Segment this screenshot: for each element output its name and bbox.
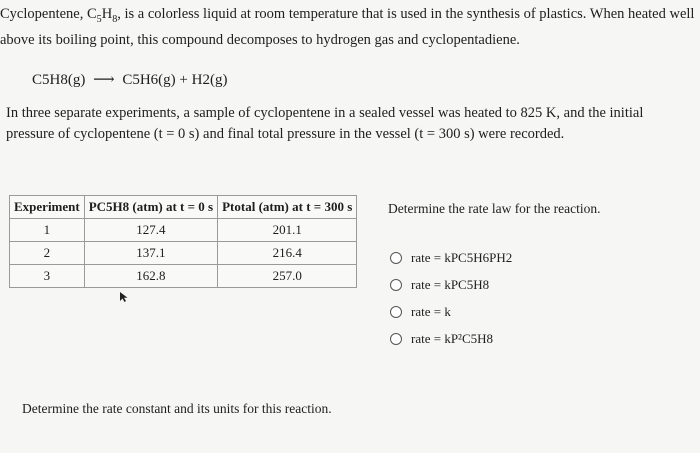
experiments-paragraph: In three separate experiments, a sample of cyclopentene in a sealed vessel was heated to 825 K, and the initial pressure of cyclopentene (t = 0 s) and final total pressure in the vessel (t = 300 s) were recorded. [6, 105, 644, 142]
intro-paragraph: Cyclopentene, $C_5H_8$, is a colorless liquid at room temperature that is used in the synthesis of plastics. When heated well above its boiling point, this compound decomposes to hydrogen gas and cyclopentadiene. [0, 6, 695, 48]
radio-button[interactable] [390, 279, 402, 291]
cell-experiment: 2 [10, 242, 85, 265]
option-label: rate = k [411, 303, 451, 319]
reaction-reactant: C5H8(g) [32, 72, 86, 88]
radio-button[interactable] [390, 306, 402, 318]
table-header-row [10, 196, 357, 219]
radio-button[interactable] [390, 252, 402, 264]
cell-initial-pressure: 137.1 [84, 242, 217, 265]
rate-law-option[interactable] [390, 325, 512, 352]
cell-total-pressure: 257.0 [218, 265, 357, 288]
reaction-products: C5H6(g) + H2(g) [122, 72, 228, 88]
cell-total-pressure: 216.4 [218, 242, 357, 265]
cell-initial-pressure: 127.4 [84, 219, 217, 242]
radio-button[interactable] [390, 333, 402, 345]
rate-law-option[interactable] [390, 244, 512, 271]
rate-law-options [390, 244, 512, 352]
cell-experiment: 1 [10, 219, 85, 242]
option-label: rate = kPC5H6PH2 [411, 249, 513, 265]
header-initial-pressure: PC5H8 (atm) at t = 0 s [84, 196, 217, 219]
pressure-data-table [9, 195, 357, 288]
cell-total-pressure: 201.1 [218, 219, 357, 242]
table-row [10, 219, 357, 242]
rate-law-option[interactable] [390, 271, 512, 298]
table-row [10, 265, 357, 288]
reaction-arrow-icon: ⟶ [93, 72, 115, 88]
reaction-equation [32, 70, 227, 89]
option-label: rate = kPC5H8 [411, 276, 490, 292]
cell-initial-pressure: 162.8 [84, 265, 217, 288]
option-label: rate = kP²C5H8 [411, 330, 493, 346]
table-row [10, 242, 357, 265]
header-experiment: Experiment [10, 196, 85, 219]
header-total-pressure: Ptotal (atm) at t = 300 s [218, 196, 357, 219]
mouse-cursor-icon [119, 291, 129, 303]
cell-experiment: 3 [10, 265, 85, 288]
rate-constant-prompt: Determine the rate constant and its units for this reaction. [22, 401, 332, 416]
rate-law-option[interactable] [390, 298, 512, 325]
rate-law-prompt: Determine the rate law for the reaction. [388, 201, 601, 216]
